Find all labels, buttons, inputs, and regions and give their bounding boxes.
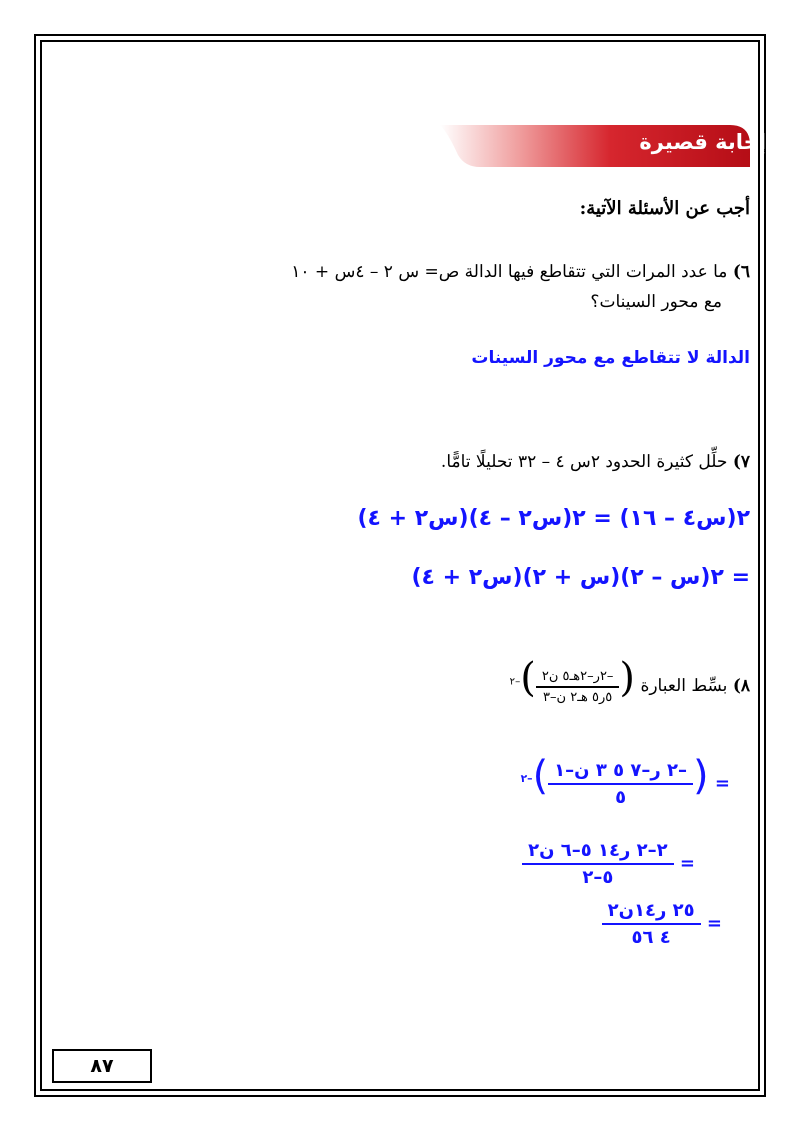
question-6-text: ما عدد المرات التي تتقاطع فيها الدالة ص= س ٢ – ٤س + ١٠: [291, 262, 728, 282]
question-6-number: ٦): [732, 262, 750, 282]
question-8-step2: [522, 840, 695, 888]
instruction-text: أجب عن الأسئلة الآتية:: [579, 198, 750, 219]
question-7: [441, 452, 750, 472]
equals-sign: =: [679, 853, 695, 874]
step1-numerator: –٢ ر–٧ ٥ ٣ ن–١: [548, 760, 693, 785]
question-7-text: حلِّل كثيرة الحدود ٢س ٤ – ٣٢ تحليلًا تامًّا.: [440, 452, 728, 472]
step3-denominator: ٤ ٥٦: [631, 927, 671, 948]
question-8-expr-exponent: –٢: [509, 676, 521, 688]
equals-sign: =: [706, 913, 722, 934]
question-7-number: ٧): [732, 452, 750, 472]
question-8-text: بسِّط العبارة: [640, 676, 728, 696]
question-6-line2: مع محور السينات؟: [590, 292, 722, 312]
step3-numerator: ٢٥ ر١٤ن٢: [602, 900, 701, 925]
question-8-number: ٨): [732, 676, 750, 696]
question-8-expr-denominator: ٥ر٥ هـ٢ ن–٣: [543, 689, 613, 705]
question-6-answer: الدالة لا تتقاطع مع محور السينات: [471, 348, 750, 368]
question-8-step1: = ( $\frac{\text{–٢ ر–٧ ٥ ٣ ن–١}}{٥}$ )$^{-٢}$: [520, 753, 730, 808]
equals-sign: =: [714, 773, 730, 794]
question-8: ٨) بسِّط العبارة ( $\frac{\text{–٢ر–٢هـ٥ ن٢}}{\text{٥ر٥ هـ٢ ن–٣}}$ )$^{-٢}$: [509, 655, 750, 705]
page-number: ٨٧: [52, 1049, 152, 1083]
section-title: إجابة قصيرة: [639, 130, 766, 154]
step2-numerator: ٢–٢ ر١٤ ٥–٦ ن٢: [522, 840, 674, 865]
question-7-answer-line2: = ٢(س – ٢)(س + ٢)(س٢ + ٤): [411, 565, 750, 590]
question-6-line1: [291, 262, 750, 282]
question-8-step3: [602, 900, 722, 948]
question-7-answer-line1: ٢(س٤ – ١٦) = ٢(س٢ – ٤)(س٢ + ٤): [357, 506, 750, 531]
step1-exponent: –٢: [520, 772, 533, 785]
step1-denominator: ٥: [615, 787, 627, 808]
question-8-expr-numerator: –٢ر–٢هـ٥ ن٢: [536, 669, 620, 688]
step2-denominator: ٥–٢: [582, 867, 614, 888]
